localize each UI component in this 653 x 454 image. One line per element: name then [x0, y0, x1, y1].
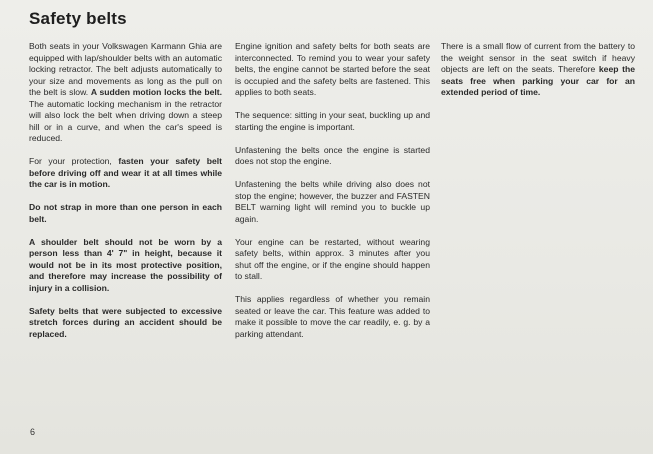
- column-2: [235, 41, 430, 352]
- paragraph-unfasten-started: Unfastening the belts once the engine is started does not stop the engine.: [235, 144, 430, 166]
- paragraph-battery-current: There is a small flow of current from the battery to the weight sensor in the seat switch if heavy objects are left on the seats. Therefore keep the seats free when parking your car for an extended period of time.: [441, 41, 635, 97]
- column-3: [441, 41, 635, 110]
- paragraph-replace-belts: Safety belts that were subjected to excessive stretch forces during an accident should be replaced.: [29, 305, 222, 339]
- paragraph-unfasten-driving: Unfastening the belts while driving also does not stop the engine; however, the buzzer and FASTEN BELT warning light will remind you to buckle up again.: [235, 179, 430, 224]
- page-title: Safety belts: [29, 9, 127, 28]
- column-1: [29, 41, 222, 352]
- paragraph-restart: Your engine can be restarted, without wearing safety belts, within approx. 3 minutes after you shut off the engine, or if the engine should happen to stall.: [235, 236, 430, 281]
- paragraph-regardless: This applies regardless of whether you remain seated or leave the car. This feature was added to make it possible to move the car readily, e. g. by a parking attendant.: [235, 294, 430, 339]
- paragraph-one-person: Do not strap in more than one person in each belt.: [29, 202, 222, 224]
- paragraph-shoulder-belt-height: A shoulder belt should not be worn by a person less than 4' 7" in height, because it would not be in its most protective position, and therefore may increase the possibility of injury in a collision.: [29, 236, 222, 293]
- paragraph-sequence: The sequence: sitting in your seat, buckling up and starting the engine is important.: [235, 110, 430, 132]
- page-number: 6: [30, 427, 36, 437]
- paragraph-belt-retractor: Both seats in your Volkswagen Karmann Ghia are equipped with lap/shoulder belts with an automatic locking retractor. The belt adjusts automatically to your size and movements as long as the pull on the belt is slow. A sudden motion locks the belt. The automatic locking mechanism in the retractor will also lock the belt when driving down a steep hill or in a curve, and when the car's speed is reduced.: [29, 41, 222, 143]
- paragraph-fasten-belt: For your protection, fasten your safety belt before driving off and wear it at all times while the car is in motion.: [29, 156, 222, 189]
- paragraph-interconnected: Engine ignition and safety belts for both seats are interconnected. To remind you to wear your safety belts, the engine cannot be started before the seat is occupied and the safety belts are fastened. This applies to both seats.: [235, 41, 430, 97]
